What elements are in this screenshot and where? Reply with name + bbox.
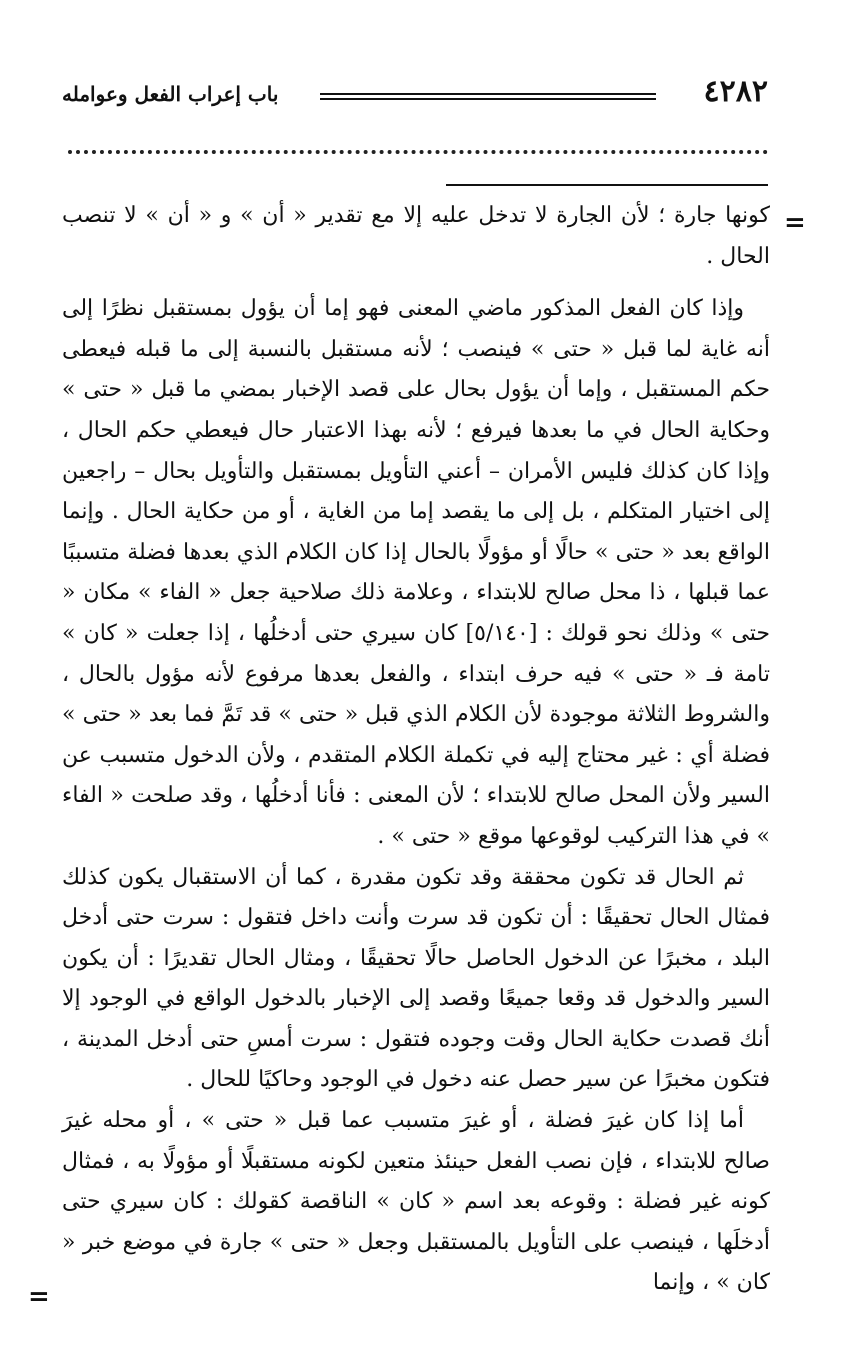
paragraph-2: وإذا كان الفعل المذكور ماضي المعنى فهو إما أن يؤول بمستقبل نظرًا إلى أنه غاية لما قبل « حتى » فينصب ؛ لأنه مستقبل بالنسبة إلى ما قبله فيعطى حكم المستقبل ، وإما أن يؤول بحال على قصد الإخبار بمضي ما قبل « حتى » وحكاية الحال في ما بعدها فيرفع ؛ لأنه بهذا الاعتبار حال فيعطي حكم الحال ، وإذا كان كذلك فليس الأمران – أعني التأويل بمستقبل والتأويل بحال – راجعين إلى اختيار المتكلم ، بل إلى ما يقصد إما من الغاية ، أو من حكاية الحال . وإنما الواقع بعد « حتى » حالًا أو مؤولًا بالحال إذا كان الكلام الذي بعدها فضلة متسببًا عما قبلها ، ذا محل صالح للابتداء ، وعلامة ذلك صلاحية جعل « الفاء » مكان « حتى » وذلك نحو قولك : [٥/١٤٠] كان سيري حتى أدخلُها ، إذا جعلت « كان » تامة فـ « حتى » فيه حرف ابتداء ، والفعل بعدها مرفوع لأنه مؤول بالحال ، والشروط الثلاثة موجودة لأن الكلام الذي قبل « حتى » قد تَمَّ فما بعد « حتى » فضلة أي : غير محتاج إليه في تكملة الكلام المتقدم ، ولأن الدخول متسبب عن السير ولأن المحل صالح للابتداء ؛ لأن المعنى : فأنا أدخلُها ، وقد صلحت « الفاء » في هذا التركيب لوقوعها موقع « حتى » . [62, 296, 770, 849]
continuation-mark-top: = [784, 208, 806, 238]
paragraph-4: أما إذا كان غيرَ فضلة ، أو غيرَ متسبب عما قبل « حتى » ، أو محله غيرَ صالح للابتداء ، فإن نصب الفعل حينئذ متعين لكونه مستقبلًا أو مؤولًا به ، فمثال كونه غير فضلة : وقوعه بعد اسم « كان » الناقصة كقولك : كان سيري حتى أدخلَها ، فينصب على التأويل بالمستقبل وجعل « حتى » جارة في موضع خبر « كان » ، وإنما [62, 1108, 770, 1296]
page-header [62, 76, 768, 116]
page-body [62, 196, 770, 1304]
footnote-rule [446, 184, 768, 186]
page-number: ٤٢٨٢ [703, 74, 768, 109]
continuation-mark-bottom: = [28, 1282, 50, 1312]
header-double-rule [320, 93, 656, 100]
paragraph-3: ثم الحال قد تكون محققة وقد تكون مقدرة ، كما أن الاستقبال يكون كذلك فمثال الحال تحقيقًا : أن تكون قد سرت وأنت داخل فتقول : سرت حتى أدخل البلد ، مخبرًا عن الدخول الحاصل حالًا تحقيقًا ، ومثال الحال تقديرًا : أن يكون السير والدخول قد وقعا جميعًا وقصد إلى الإخبار بالدخول الواقع في الوجود إلا أنك قصدت حكاية الحال وقت وجوده فتقول : سرت أمسِ حتى أدخل المدينة ، فتكون مخبرًا عن سير حصل عنه دخول في الوجود وحاكيًا للحال . [62, 864, 770, 1093]
paragraph-1: كونها جارة ؛ لأن الجارة لا تدخل عليه إلا مع تقدير « أن » و « أن » لا تنصب الحال . [62, 203, 770, 269]
chapter-title: باب إعراب الفعل وعوامله [62, 82, 279, 106]
dotted-separator [68, 150, 768, 154]
